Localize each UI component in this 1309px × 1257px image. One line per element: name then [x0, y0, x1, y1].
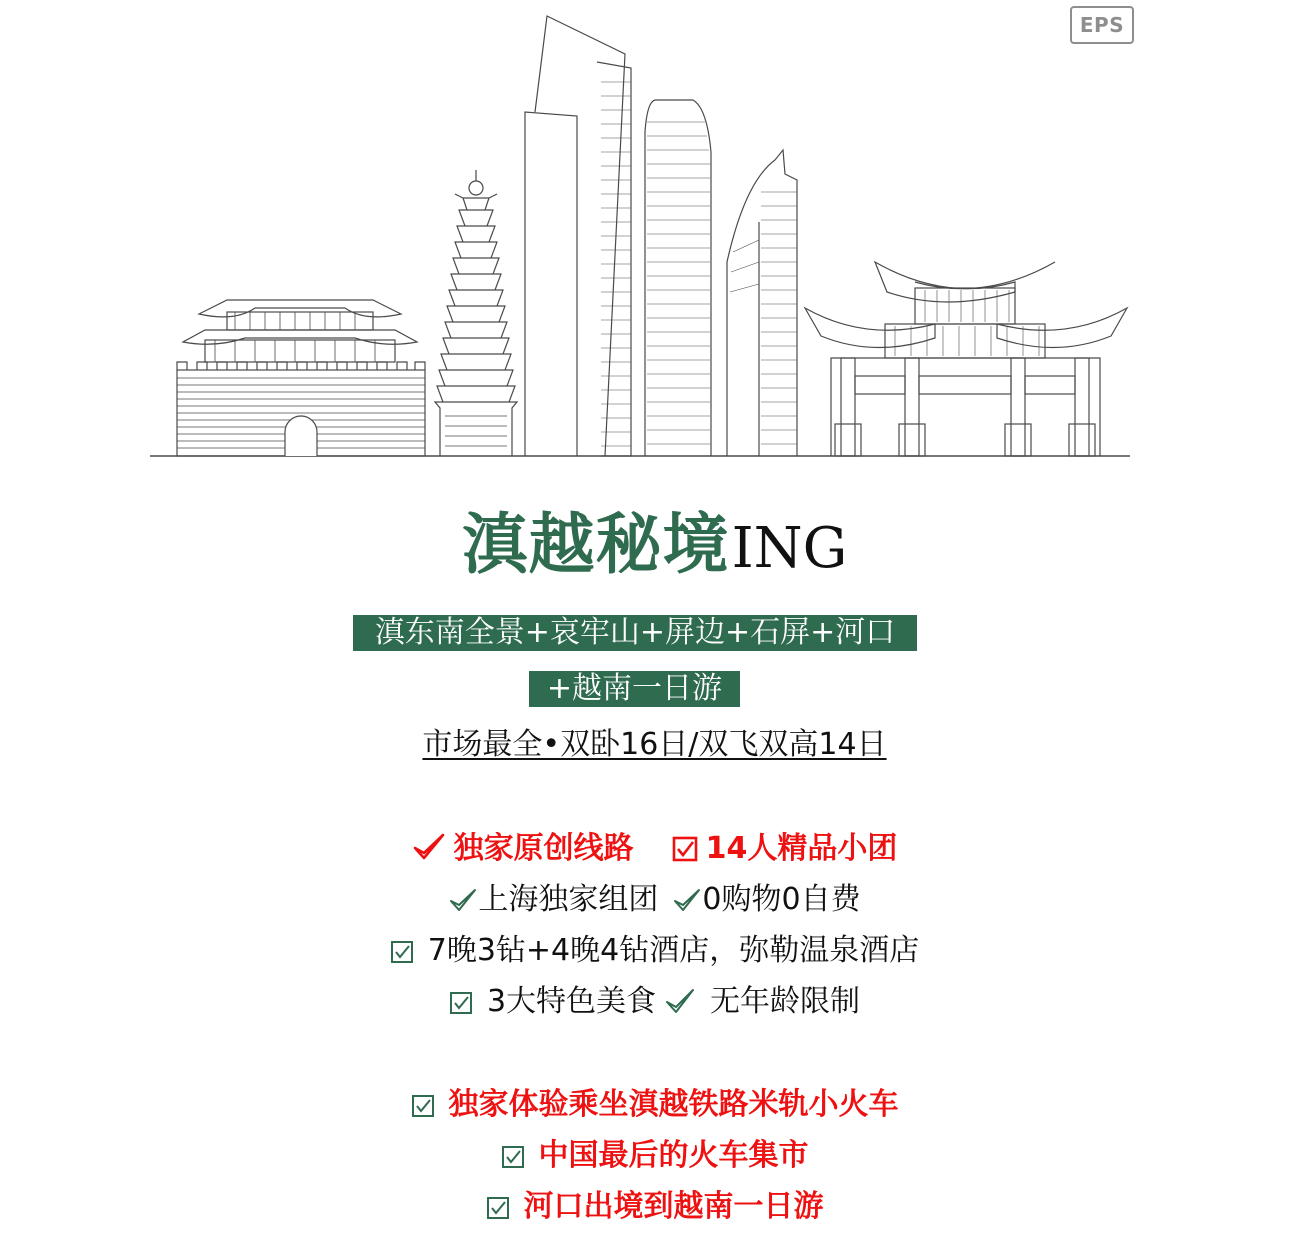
highlight-no-shopping: 0购物0自费: [702, 882, 861, 917]
title-english: ING: [731, 516, 848, 581]
highlight-row-1: [0, 828, 1309, 870]
highlight-original-route: 独家原创线路: [453, 831, 634, 866]
check-mark-icon: [672, 887, 702, 913]
checkbox-checked-icon: [390, 940, 414, 964]
main-title: [0, 500, 1309, 590]
kunming-skyline-line-art-icon: [145, 12, 1135, 462]
checkbox-checked-icon: [672, 836, 698, 862]
highlight-no-age-limit: 无年龄限制: [710, 984, 861, 1019]
subtitle: [0, 725, 1309, 765]
feature-vietnam-day-trip: 河口出境到越南一日游: [523, 1189, 824, 1224]
title-chinese: 滇越秘境: [461, 506, 730, 583]
checkbox-checked-icon: [486, 1196, 510, 1220]
checkbox-checked-icon: [411, 1094, 435, 1118]
feature-row-2: [0, 1135, 1309, 1177]
highlight-local-food: 3大特色美食: [486, 984, 657, 1019]
checkbox-checked-icon: [449, 991, 473, 1015]
highlight-row-2: [0, 879, 1309, 921]
feature-train-market: 中国最后的火车集市: [538, 1138, 809, 1173]
eps-format-badge: EPS: [1070, 6, 1134, 44]
check-mark-icon: [664, 987, 696, 1015]
feature-row-3: [0, 1186, 1309, 1228]
checkbox-checked-icon: [501, 1145, 525, 1169]
route-band-line-1: 滇东南全景+哀牢山+屏边+石屏+河口: [353, 615, 917, 651]
route-band-line-2: +越南一日游: [529, 671, 740, 707]
highlight-hotels: 7晚3钻+4晚4钻酒店，弥勒温泉酒店: [427, 933, 920, 968]
feature-railway-train: 独家体验乘坐滇越铁路米轨小火车: [448, 1087, 899, 1122]
highlight-row-3: [0, 930, 1309, 972]
check-mark-icon: [412, 832, 446, 862]
highlight-row-4: [0, 981, 1309, 1023]
highlight-small-group: 14人精品小团: [705, 831, 898, 866]
subtitle-text: 市场最全•双卧16日/双飞双高14日: [422, 727, 887, 762]
highlight-shanghai-group: 上海独家组团: [478, 882, 659, 917]
check-mark-icon: [448, 887, 478, 913]
feature-row-1: [0, 1084, 1309, 1126]
